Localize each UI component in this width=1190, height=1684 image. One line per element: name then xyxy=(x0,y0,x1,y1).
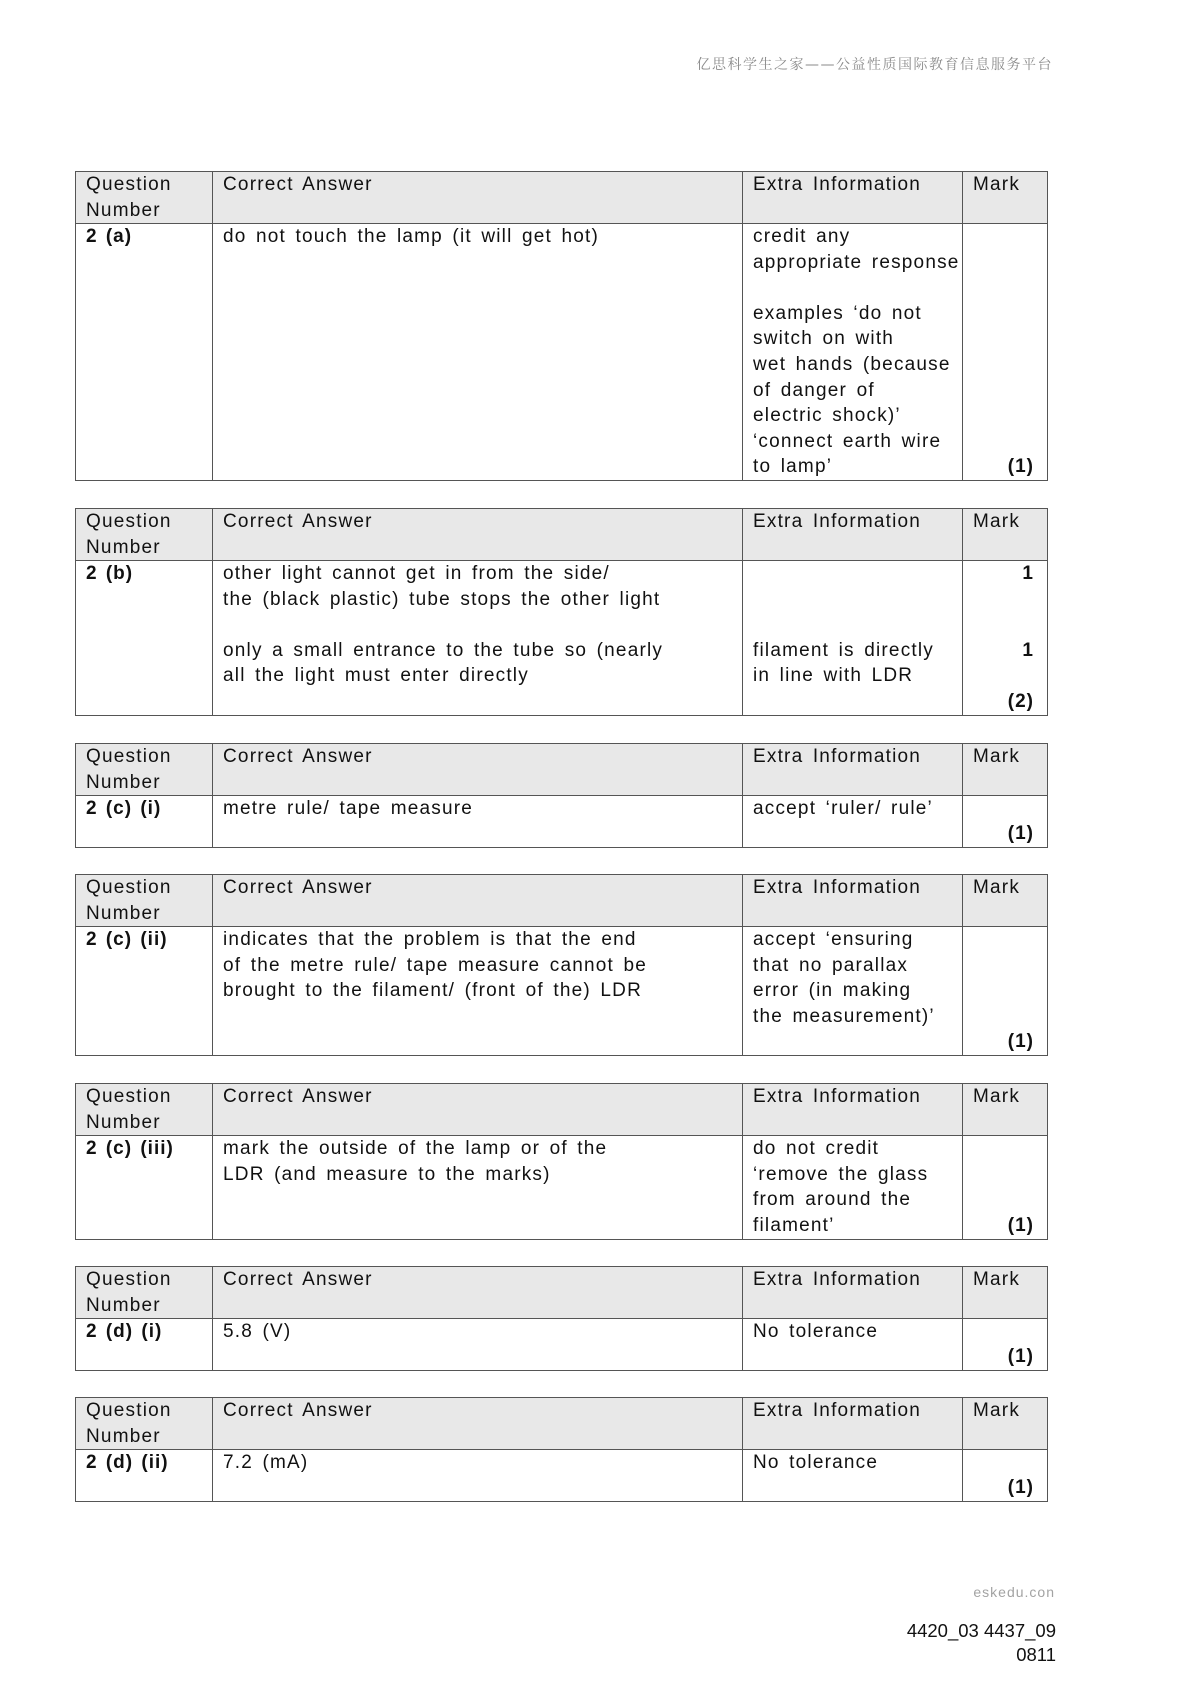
extra-info-line: that no parallax xyxy=(753,954,909,976)
mark-scheme-table xyxy=(75,508,1048,716)
header-extra-information: Extra Information xyxy=(743,172,963,224)
header-mark: Mark xyxy=(963,509,1048,561)
question-number-cell xyxy=(76,927,213,1056)
extra-information-cell xyxy=(743,224,963,481)
answer-line: 7.2 (mA) xyxy=(223,1452,309,1473)
mark-total: (1) xyxy=(1007,456,1034,478)
mark-total: (1) xyxy=(1007,1215,1034,1237)
mark-total: (1) xyxy=(1007,823,1034,845)
mark-cell xyxy=(963,224,1048,481)
mark-scheme-table xyxy=(75,1083,1048,1240)
header-extra-information: Extra Information xyxy=(743,509,963,561)
extra-info-line: ‘remove the glass xyxy=(753,1163,929,1185)
extra-info-line: electric shock)’ xyxy=(753,405,901,427)
header-extra-information: Extra Information xyxy=(743,1084,963,1136)
header-correct-answer: Correct Answer xyxy=(213,1267,743,1319)
extra-info-line: switch on with xyxy=(753,328,895,350)
question-number: 2 (c) (iii) xyxy=(86,1138,174,1159)
question-number-cell xyxy=(76,224,213,481)
mark-cell xyxy=(963,796,1048,848)
extra-info-line: ‘connect earth wire xyxy=(753,430,942,452)
extra-info-line: No tolerance xyxy=(753,1452,879,1473)
extra-info-line: No tolerance xyxy=(753,1321,879,1342)
answer-line: other light cannot get in from the side/ xyxy=(223,563,610,584)
page-header-site-title: 亿思科学生之家——公益性质国际教育信息服务平台 xyxy=(696,57,1053,73)
extra-info-line xyxy=(753,561,958,587)
extra-info-line xyxy=(753,612,958,638)
extra-info-line xyxy=(753,587,958,613)
correct-answer-cell xyxy=(213,561,743,716)
question-number: 2 (a) xyxy=(86,226,133,247)
extra-info-line: accept ‘ensuring xyxy=(753,929,914,950)
mark-total: (2) xyxy=(1007,691,1034,713)
extra-information-cell xyxy=(743,1319,963,1371)
question-number-cell xyxy=(76,561,213,716)
mark-scheme-table xyxy=(75,874,1048,1056)
mark-total: (1) xyxy=(1007,1477,1034,1499)
footer-paper-code: 4420_03 4437_09 xyxy=(906,1620,1056,1641)
header-mark: Mark xyxy=(963,1398,1048,1450)
extra-info-line: wet hands (because xyxy=(753,353,951,375)
header-question-number: Question Number xyxy=(76,172,213,224)
header-mark: Mark xyxy=(963,875,1048,927)
question-number-cell xyxy=(76,796,213,848)
mark-cell xyxy=(963,1319,1048,1371)
mark-scheme-table xyxy=(75,1397,1048,1502)
header-mark: Mark xyxy=(963,1084,1048,1136)
mark-point xyxy=(973,587,1034,613)
header-question-number: Question Number xyxy=(76,875,213,927)
header-question-number: Question Number xyxy=(76,744,213,796)
header-correct-answer: Correct Answer xyxy=(213,1398,743,1450)
mark-cell xyxy=(963,927,1048,1056)
extra-info-line: appropriate response xyxy=(753,251,960,273)
header-mark: Mark xyxy=(963,744,1048,796)
mark-cell xyxy=(963,561,1048,716)
mark-scheme-table xyxy=(75,1266,1048,1371)
question-number-cell xyxy=(76,1450,213,1502)
extra-info-line: error (in making xyxy=(753,980,912,1002)
mark-total: (1) xyxy=(1007,1031,1034,1053)
header-correct-answer: Correct Answer xyxy=(213,172,743,224)
question-number: 2 (c) (i) xyxy=(86,798,162,819)
mark-scheme-table xyxy=(75,743,1048,848)
header-extra-information: Extra Information xyxy=(743,1267,963,1319)
correct-answer-cell xyxy=(213,224,743,481)
correct-answer-cell xyxy=(213,1136,743,1240)
correct-answer-cell xyxy=(213,1319,743,1371)
correct-answer-cell xyxy=(213,796,743,848)
answer-line xyxy=(223,612,738,638)
extra-info-line: to lamp’ xyxy=(753,456,833,478)
header-mark: Mark xyxy=(963,1267,1048,1319)
extra-info-line: in line with LDR xyxy=(753,665,914,687)
extra-info-line: accept ‘ruler/ rule’ xyxy=(753,798,933,819)
footer-code-block xyxy=(907,1619,1056,1667)
extra-info-line xyxy=(753,275,958,301)
mark-cell xyxy=(963,1450,1048,1502)
extra-info-line: of danger of xyxy=(753,379,875,401)
extra-information-cell xyxy=(743,927,963,1056)
mark-point: 1 xyxy=(1022,563,1034,584)
question-number: 2 (d) (ii) xyxy=(86,1452,169,1473)
answer-line: LDR (and measure to the marks) xyxy=(223,1163,551,1185)
answer-line: of the metre rule/ tape measure cannot be xyxy=(223,954,648,976)
extra-information-cell xyxy=(743,796,963,848)
question-number: 2 (c) (ii) xyxy=(86,929,168,950)
mark-point: 1 xyxy=(1022,639,1034,661)
answer-line: the (black plastic) tube stops the other light xyxy=(223,588,661,610)
header-correct-answer: Correct Answer xyxy=(213,875,743,927)
footer-watermark: eskedu.con xyxy=(973,1584,1055,1600)
extra-information-cell xyxy=(743,1450,963,1502)
extra-info-line: do not credit xyxy=(753,1138,880,1159)
header-correct-answer: Correct Answer xyxy=(213,1084,743,1136)
answer-line: 5.8 (V) xyxy=(223,1321,292,1342)
header-correct-answer: Correct Answer xyxy=(213,744,743,796)
correct-answer-cell xyxy=(213,927,743,1056)
answer-line: all the light must enter directly xyxy=(223,665,529,687)
question-number-cell xyxy=(76,1319,213,1371)
mark-total: (1) xyxy=(1007,1346,1034,1368)
extra-info-line: filament’ xyxy=(753,1214,835,1236)
extra-info-line: filament is directly xyxy=(753,639,934,661)
extra-info-line: from around the xyxy=(753,1189,912,1211)
mark-point xyxy=(973,612,1034,638)
question-number-cell xyxy=(76,1136,213,1240)
extra-information-cell xyxy=(743,561,963,716)
answer-line: mark the outside of the lamp or of the xyxy=(223,1138,608,1159)
extra-info-line: credit any xyxy=(753,226,851,247)
question-number: 2 (b) xyxy=(86,563,134,584)
mark-scheme-table xyxy=(75,171,1048,481)
footer-date-code: 0811 xyxy=(1016,1644,1056,1665)
mark-cell xyxy=(963,1136,1048,1240)
header-extra-information: Extra Information xyxy=(743,875,963,927)
header-question-number: Question Number xyxy=(76,1084,213,1136)
correct-answer-cell xyxy=(213,1450,743,1502)
header-question-number: Question Number xyxy=(76,509,213,561)
header-extra-information: Extra Information xyxy=(743,1398,963,1450)
header-question-number: Question Number xyxy=(76,1398,213,1450)
extra-information-cell xyxy=(743,1136,963,1240)
extra-info-line: the measurement)’ xyxy=(753,1005,935,1027)
header-correct-answer: Correct Answer xyxy=(213,509,743,561)
answer-line: brought to the filament/ (front of the) LDR xyxy=(223,980,642,1002)
answer-line: indicates that the problem is that the end xyxy=(223,929,637,950)
header-mark: Mark xyxy=(963,172,1048,224)
answer-line: only a small entrance to the tube so (nearly xyxy=(223,639,664,661)
answer-line: do not touch the lamp (it will get hot) xyxy=(223,226,600,247)
extra-info-line: examples ‘do not xyxy=(753,302,922,324)
question-number: 2 (d) (i) xyxy=(86,1321,163,1342)
header-extra-information: Extra Information xyxy=(743,744,963,796)
header-question-number: Question Number xyxy=(76,1267,213,1319)
answer-line: metre rule/ tape measure xyxy=(223,798,474,819)
